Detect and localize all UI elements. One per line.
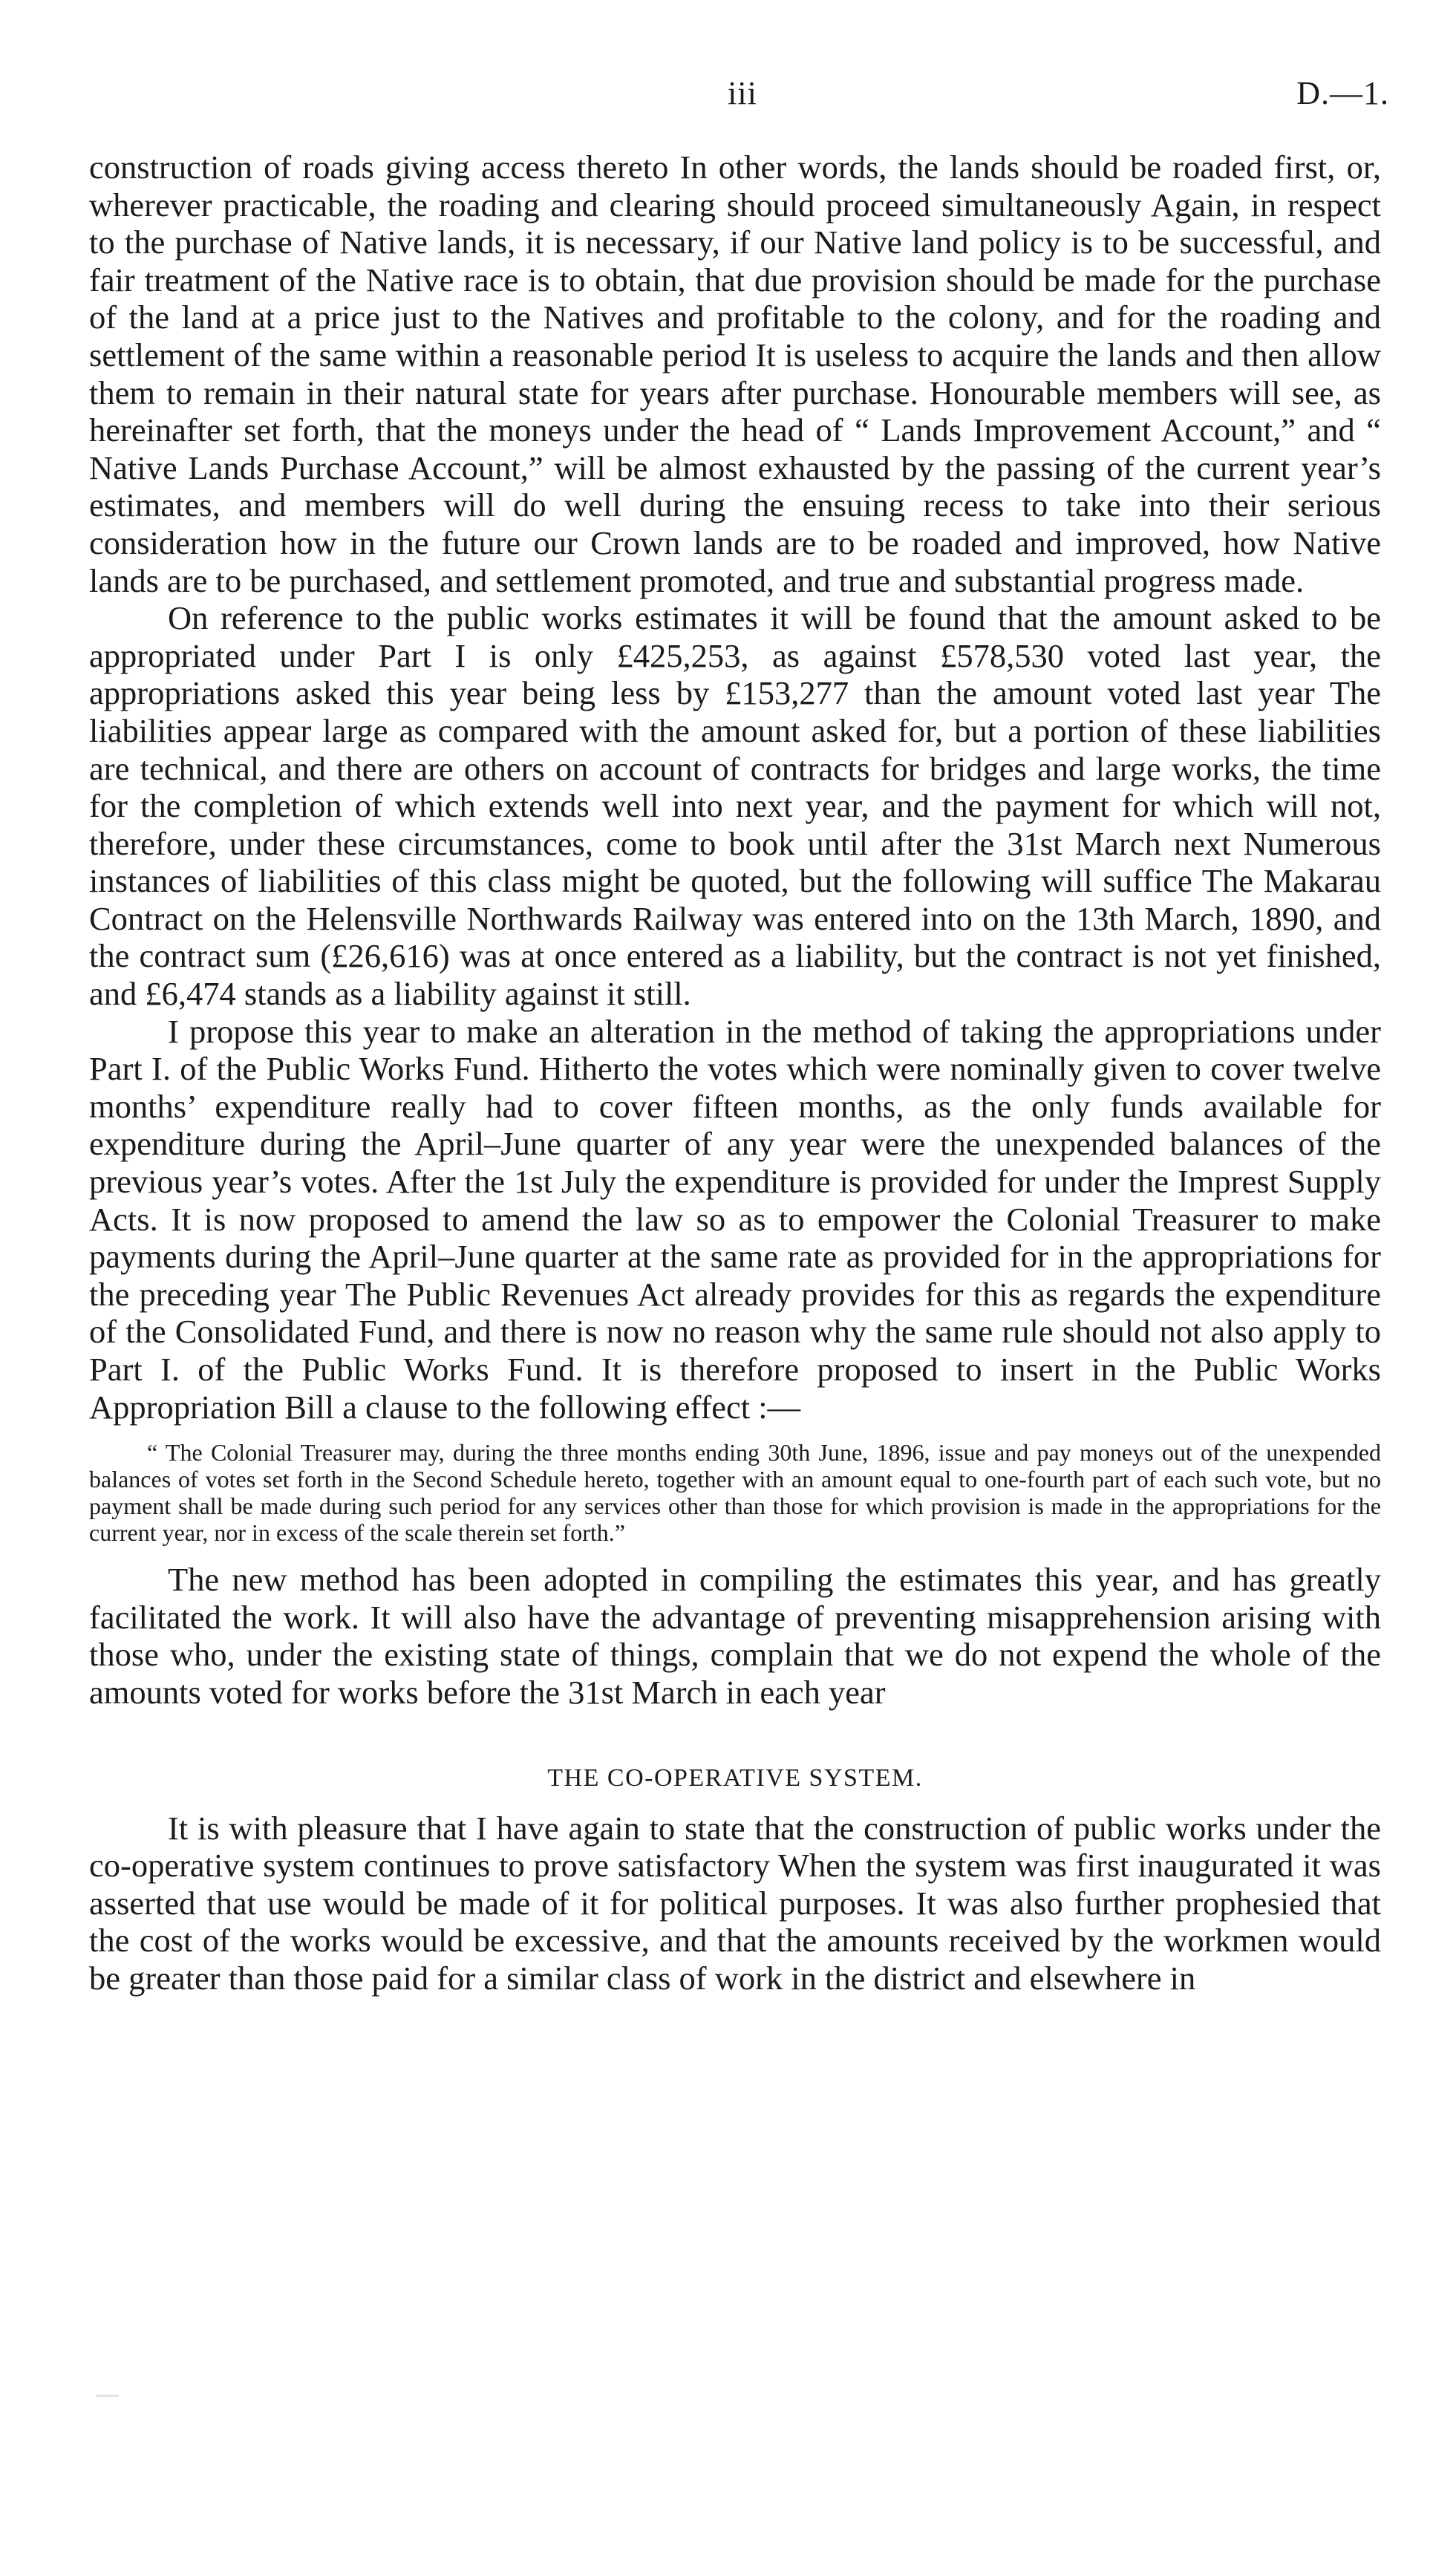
section-heading-cooperative-system: THE CO-OPERATIVE SYSTEM. [547, 1764, 923, 1792]
paragraph-continuation: construction of roads giving access thereto In other words, the lands should be roaded first, or, wherever practicable, the roading and clearing should proceed simultaneously Again, in respect to the purchase of Native lands, it is necessary, if our Native land policy is to be successful, and fair treatment of the Native race is to obtain, that due provision should be made for the purchase of the land at a price just to the Natives and profitable to the colony, and for the roading and settlement of the same within a reasonable period It is useless to acquire the lands and then allow them to remain in their natural state for years after purchase. Honourable members will see, as hereinafter set forth, that the moneys under the head of “ Lands Improvement Account,” and “ Native Lands Purchase Account,” will be almost exhausted by the passing of the current year’s estimates, and members will do well during the ensuing recess to take into their serious consideration how in the future our Crown lands are to be roaded and improved, how Native lands are to be purchased, and settlement promoted, and true and substantial progress made. [89, 149, 1381, 599]
paragraph-new-method: The new method has been adopted in compiling the estimates this year, and has greatly facilitated the work. It will also have the advantage of preventing misapprehension arising with those who, under the existing state of things, complain that we do not expend the whole of the amounts voted for works before the 31st March in each year [89, 1561, 1381, 1711]
paragraph-estimates: On reference to the public works estimates it will be found that the amount asked to be appropriated under Part I is only £425,253, as against £578,530 voted last year, the appropriations asked this year being less by £153,277 than the amount voted last year The liabilities appear large as compared with the amount asked for, but a portion of these liabilities are technical, and there are others on account of contracts for bridges and large works, the time for the completion of which extends well into next year, and the payment for which will not, therefore, under these circumstances, come to book until after the 31st March next Numerous instances of liabilities of this class might be quoted, but the following will suffice The Makarau Contract on the Helensville Northwards Railway was entered into on the 13th March, 1890, and the contract sum (£26,616) was at once entered as a liability, but the contract is not yet finished, and £6,474 stands as a liability against it still. [89, 599, 1381, 1013]
paragraph-cooperative-system: It is with pleasure that I have again to state that the construction of public works under the co-operative system continues to prove satisfactory When the system was first inaugurated it was asserted that use would be made of it for political purposes. It was also further prophesied that the cost of the works would be excessive, and that the amounts received by the workmen would be greater than those paid for a similar class of work in the district and elsewhere in [89, 1809, 1381, 1997]
quoted-clause: “ The Colonial Treasurer may, during the three months ending 30th June, 1896, issue and pay moneys out of the unexpended balances of votes set forth in the Second Schedule hereto, together with an amount equal to one-fourth part of each such vote, but no payment shall be made during such period for any services other than those for which provision is made in the appropriations for the current year, nor in excess of the scale therein set forth.” [89, 1439, 1381, 1547]
document-code: D.—1. [1296, 75, 1389, 111]
paragraph-appropriation-method: I propose this year to make an alteration in the method of taking the appropriations under Part I. of the Public Works Fund. Hitherto the votes which were nominally given to cover twelve months’ expenditure really had to cover fifteen months, as the only funds available for expenditure during the April–June quarter of any year were the unexpended balances of the previous year’s votes. After the 1st July the expenditure is provided for under the Imprest Supply Acts. It is now proposed to amend the law so as to empower the Colonial Treasurer to make payments during the April–June quarter at the same rate as provided for in the appropriations for the preceding year The Public Revenues Act already provides for this as regards the expenditure of the Consolidated Fund, and there is now no reason why the same rule should not also apply to Part I. of the Public Works Fund. It is therefore proposed to insert in the Public Works Appropriation Bill a clause to the following effect :— [89, 1012, 1381, 1426]
scan-mark [97, 2395, 119, 2397]
page-number: iii [728, 75, 757, 111]
body-text [89, 149, 1381, 1997]
